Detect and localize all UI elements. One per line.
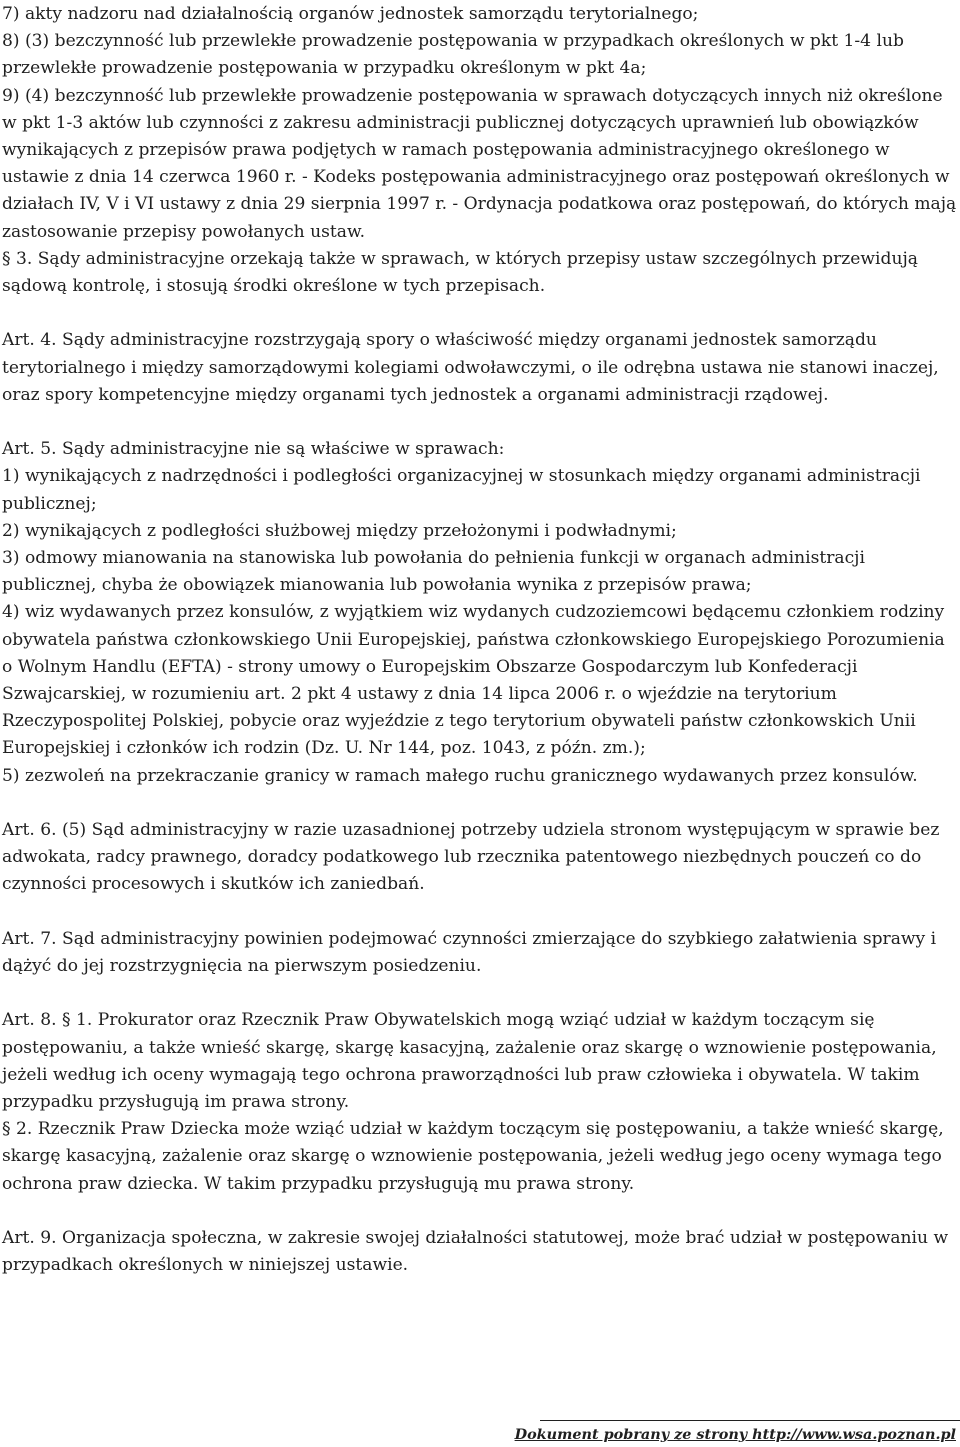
paragraph-art6: Art. 6. (5) Sąd administracyjny w razie uzasadnionej potrzeby udziela stronom występującym w sprawie bez adwokata, radcy prawnego, doradcy podatkowego lub rzecznika patentowego niezbędnych pouczeń co do czynności procesowych i skutków ich zaniedbań. xyxy=(2,820,940,895)
section-art9 xyxy=(2,1225,958,1279)
paragraph-art3-item9: 9) (4) bezczynność lub przewlekłe prowadzenie postępowania w sprawach dotyczących innych niż określone w pkt 1-3 aktów lub czynności z zakresu administracji publicznej dotyczących uprawnień lub obowiązków wynikających z przepisów prawa podjętych w ramach postępowania administracyjnego określonego w ustawie z dnia 14 czerwca 1960 r. - Kodeks postępowania administracyjnego oraz postępowań określonych w działach IV, V i VI ustawy z dnia 29 sierpnia 1997 r. - Ordynacja podatkowa oraz postępowań, do których mają zastosowanie przepisy powołanych ustaw. xyxy=(2,85,957,242)
footer-source-note: Dokument pobrany ze strony http://www.wsa.poznan.pl xyxy=(514,1426,956,1443)
footer-divider xyxy=(540,1420,960,1421)
section-art5 xyxy=(2,436,958,790)
section-art4 xyxy=(2,327,958,409)
paragraph-art8-par2: § 2. Rzecznik Praw Dziecka może wziąć udział w każdym toczącym się postępowaniu, a także wnieść skargę, skargę kasacyjną, zażalenie oraz skargę o wznowienie postępowania, jeżeli według jego oceny wymaga tego ochrona praw dziecka. W takim przypadku przysługują mu prawa strony. xyxy=(2,1119,944,1194)
paragraph-art5-item5: 5) zezwoleń na przekraczanie granicy w ramach małego ruchu granicznego wydawanych przez konsulów. xyxy=(2,765,918,786)
paragraph-art7: Art. 7. Sąd administracyjny powinien podejmować czynności zmierzające do szybkiego załatwienia sprawy i dążyć do jej rozstrzygnięcia na pierwszym posiedzeniu. xyxy=(2,928,937,977)
section-art6 xyxy=(2,817,958,899)
section-art3-continuation xyxy=(2,1,958,300)
paragraph-art4: Art. 4. Sądy administracyjne rozstrzygają spory o właściwość między organami jednostek samorządu terytorialnego i między samorządowymi kolegiami odwoławczymi, o ile odrębna ustawa nie stanowi inaczej, oraz spory kompetencyjne między organami tych jednostek a organami administracji rządowej. xyxy=(2,330,939,405)
paragraph-art3-item7: 7) akty nadzoru nad działalnością organów jednostek samorządu terytorialnego; xyxy=(2,4,699,24)
paragraph-art5-item2: 2) wynikających z podległości służbowej między przełożonymi i podwładnymi; xyxy=(2,520,677,541)
paragraph-art5-item1: 1) wynikających z nadrzędności i podległości organizacyjnej w stosunkach między organami administracji publicznej; xyxy=(2,466,921,514)
section-art8 xyxy=(2,1007,958,1197)
paragraph-art9: Art. 9. Organizacja społeczna, w zakresie swojej działalności statutowej, może brać udział w postępowaniu w przypadkach określonych w niniejszej ustawie. xyxy=(2,1228,949,1276)
document-body xyxy=(2,1,958,1307)
paragraph-art5-item3: 3) odmowy mianowania na stanowiska lub powołania do pełnienia funkcji w organach administracji publicznej, chyba że obowiązek mianowania lub powołania wynika z przepisów prawa; xyxy=(2,548,865,596)
paragraph-art3-par3: § 3. Sądy administracyjne orzekają także w sprawach, w których przepisy ustaw szczególnych przewidują sądową kontrolę, i stosują środki określone w tych przepisach. xyxy=(2,248,918,297)
paragraph-art5-item4: 4) wiz wydawanych przez konsulów, z wyjątkiem wiz wydanych cudzoziemcowi będącemu członkiem rodziny obywatela państwa członkowskiego Unii Europejskiej, państwa członkowskiego Europejskiego Porozumienia o Wolnym Handlu (EFTA) - strony umowy o Europejskim Obszarze Gospodarczym lub Konfederacji Szwajcarskiej, w rozumieniu art. 2 pkt 4 ustawy z dnia 14 lipca 2006 r. o wjeździe na terytorium Rzeczypospolitej Polskiej, pobycie oraz wyjeździe z tego terytorium obywateli państw członkowskich Unii Europejskiej i członków ich rodzin (Dz. U. Nr 144, poz. 1043, z późn. zm.); xyxy=(2,602,945,759)
section-art7 xyxy=(2,926,958,980)
paragraph-art3-item8: 8) (3) bezczynność lub przewlekłe prowadzenie postępowania w przypadkach określonych w pkt 1-4 lub przewlekłe prowadzenie postępowania w przypadku określonym w pkt 4a; xyxy=(2,31,904,79)
paragraph-art8-par1: Art. 8. § 1. Prokurator oraz Rzecznik Praw Obywatelskich mogą wziąć udział w każdym toczącym się postępowaniu, a także wnieść skargę, skargę kasacyjną, zażalenie oraz skargę o wznowienie postępowania, jeżeli według ich oceny wymagają tego ochrona praworządności lub praw człowieka i obywatela. W takim przypadku przysługują im prawa strony. xyxy=(2,1010,937,1113)
paragraph-art5-intro: Art. 5. Sądy administracyjne nie są właściwe w sprawach: xyxy=(2,439,505,460)
